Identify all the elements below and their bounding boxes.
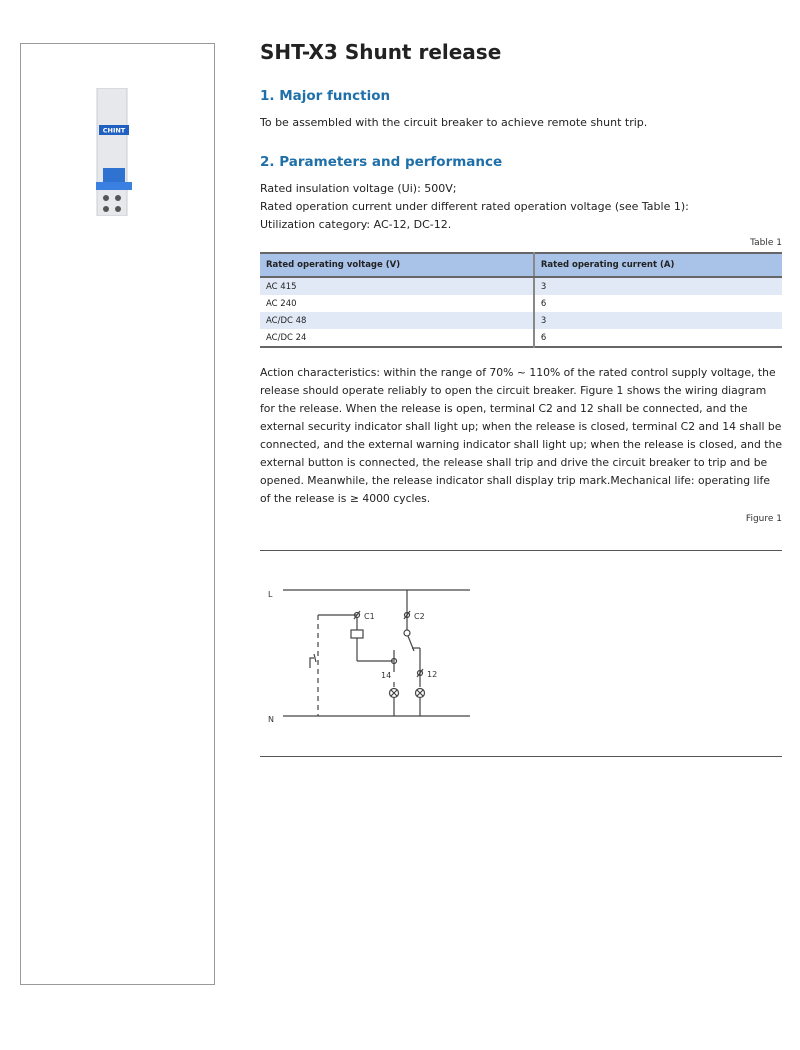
page-title: SHT-X3 Shunt release <box>260 40 502 64</box>
cell: 6 <box>540 332 547 343</box>
label-C2: C2 <box>414 612 425 621</box>
param-line: Utilization category: AC-12, DC-12. <box>260 218 452 231</box>
section-heading: 2. Parameters and performance <box>260 154 503 170</box>
column-header: Rated operating voltage (V) <box>260 253 534 277</box>
section-text: To be assembled with the circuit breaker to achieve remote shunt trip. <box>260 116 648 129</box>
section-heading: 1. Major function <box>260 88 391 104</box>
label-12: 12 <box>427 670 438 679</box>
label-N: N <box>268 715 274 724</box>
column-header: Rated operating current (A) <box>534 253 782 277</box>
cell: 3 <box>534 277 782 295</box>
cell: AC 415 <box>260 277 534 295</box>
figure-caption: Figure 1 <box>745 514 782 524</box>
table-caption: Table 1 <box>750 238 782 248</box>
cell: AC/DC 24 <box>260 329 534 347</box>
label-L: L <box>268 590 273 599</box>
param-line: Rated operation current under different rated operation voltage (see Table 1): <box>260 200 689 213</box>
action-characteristics: Action characteristics: within the range of 70% ~ 110% of the rated control supply voltage, the release should operate reliably to open the circuit breaker. Figure 1 shows the wiring diagram for the release. When the release is open, terminal C2 and 12 shall be connected, and the external security indicator shall light up; when the release is closed, terminal C2 and 14 shall be connected, and the external warning indicator shall light up; when the release is closed, and the external button is connected, the release shall trip and drive the circuit breaker to trip and be opened. Meanwhile, the release indicator shall display trip mark.Mechanical life: operating life of the release is ≥ 4000 cycles. <box>260 366 783 505</box>
label-C1: C1 <box>364 612 375 621</box>
label-14: 14 <box>381 671 392 680</box>
brand-logo-text: CHINT <box>102 126 126 135</box>
cell: 6 <box>540 298 547 309</box>
cell: AC/DC 48 <box>260 312 534 329</box>
param-line: Rated insulation voltage (Ui): 500V; <box>260 182 457 195</box>
cell: 3 <box>534 312 782 329</box>
cell: AC 240 <box>260 295 534 312</box>
